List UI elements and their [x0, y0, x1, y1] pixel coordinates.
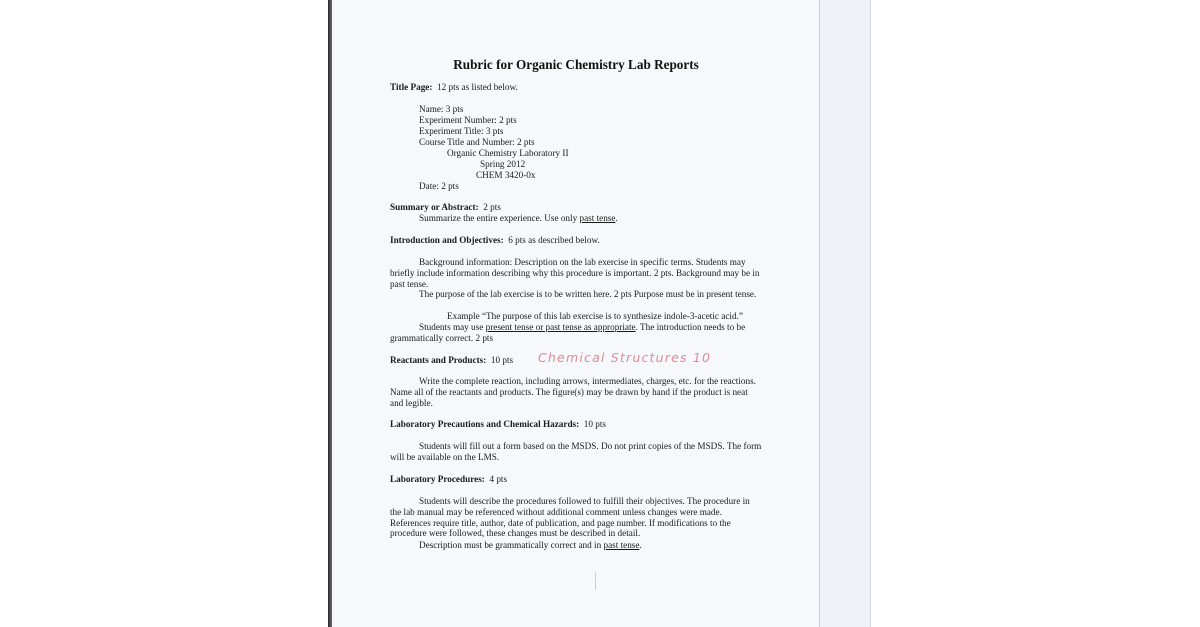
procedures-label: Laboratory Procedures: [390, 474, 485, 484]
intro-label: Introduction and Objectives: [390, 235, 504, 245]
intro-points: 6 pts as described below. [508, 235, 600, 245]
item-course: Course Title and Number: 2 pts [419, 137, 535, 147]
summary-desc-underline: past tense [579, 213, 616, 223]
procedures-final-underline: past tense [603, 540, 640, 550]
item-code: CHEM 3420-0x [476, 170, 536, 180]
precautions-description: Students will fill out a form based on the MSDS. Do not print copies of the MSDS. The form will be available on the LMS. [390, 441, 762, 462]
intro-heading [390, 235, 600, 246]
reactants-description: Write the complete reaction, including arrows, intermediates, charges, etc. for the reactions. Name all of the reactants and products. The figure(s) may be drawn by hand if the product is neat and legible. [390, 376, 756, 408]
summary-description [419, 213, 618, 224]
precautions-points: 10 pts [583, 419, 606, 429]
procedures-description: Students will describe the procedures followed to fulfill their objectives. The procedure in the lab manual may be referenced without additional comment unless changes were made. References require title, author, date of publication, and page number. If modifications to the procedure were followed, these changes must be described in detail. [390, 496, 750, 539]
reactants-heading [390, 355, 513, 366]
summary-desc-end: . [615, 213, 618, 223]
precautions-heading [390, 419, 606, 430]
summary-desc-text: Summarize the entire experience. Use only [419, 213, 580, 223]
title-page-label: Title Page: [390, 82, 433, 92]
title-page-heading [390, 82, 518, 93]
item-course-name: Organic Chemistry Laboratory II [447, 148, 569, 158]
scan-right-strip [820, 0, 871, 627]
intro-tense [390, 322, 762, 344]
paper-crease-mark [595, 572, 596, 590]
summary-label: Summary or Abstract: [390, 202, 479, 212]
item-term: Spring 2012 [480, 159, 526, 169]
document-title: Rubric for Organic Chemistry Lab Reports [453, 57, 699, 72]
summary-points: 2 pts [483, 202, 501, 212]
item-exp-number: Experiment Number: 2 pts [419, 115, 517, 125]
intro-example: Example “The purpose of this lab exercise is to synthesize indole-3-acetic acid.” [447, 311, 743, 321]
reactants-points: 10 pts [490, 355, 514, 365]
procedures-final-end: . [639, 540, 642, 550]
procedures-points: 4 pts [489, 474, 508, 484]
precautions-label: Laboratory Precautions and Chemical Hazards: [390, 419, 580, 429]
procedures-final-text: Description must be grammatically correct and in [419, 540, 604, 550]
intro-tense-end: . The introduction needs to be grammatically correct. 2 pts [390, 322, 746, 343]
item-name: Name: 3 pts [419, 104, 464, 114]
summary-heading [390, 202, 501, 213]
reactants-label: Reactants and Products: [390, 355, 487, 365]
intro-purpose: The purpose of the lab exercise is to be written here. 2 pts Purpose must be in present tense. [419, 289, 757, 299]
item-date: Date: 2 pts [419, 181, 459, 191]
rubric-page [332, 0, 820, 627]
item-exp-title: Experiment Title: 3 pts [419, 126, 504, 136]
handwritten-note: Chemical Structures 10 [538, 350, 712, 365]
intro-tense-text: Students may use [419, 322, 486, 332]
title-page-text: 12 pts as listed below. [437, 82, 518, 92]
procedures-final [419, 540, 642, 551]
intro-background: Background information: Description on the lab exercise in specific terms. Students may briefly include information describing why this procedure is important. 2 pts. Background may be in past tense. [390, 257, 760, 289]
procedures-heading [390, 474, 507, 485]
intro-tense-underline: present tense or past tense as appropriate [485, 322, 636, 332]
